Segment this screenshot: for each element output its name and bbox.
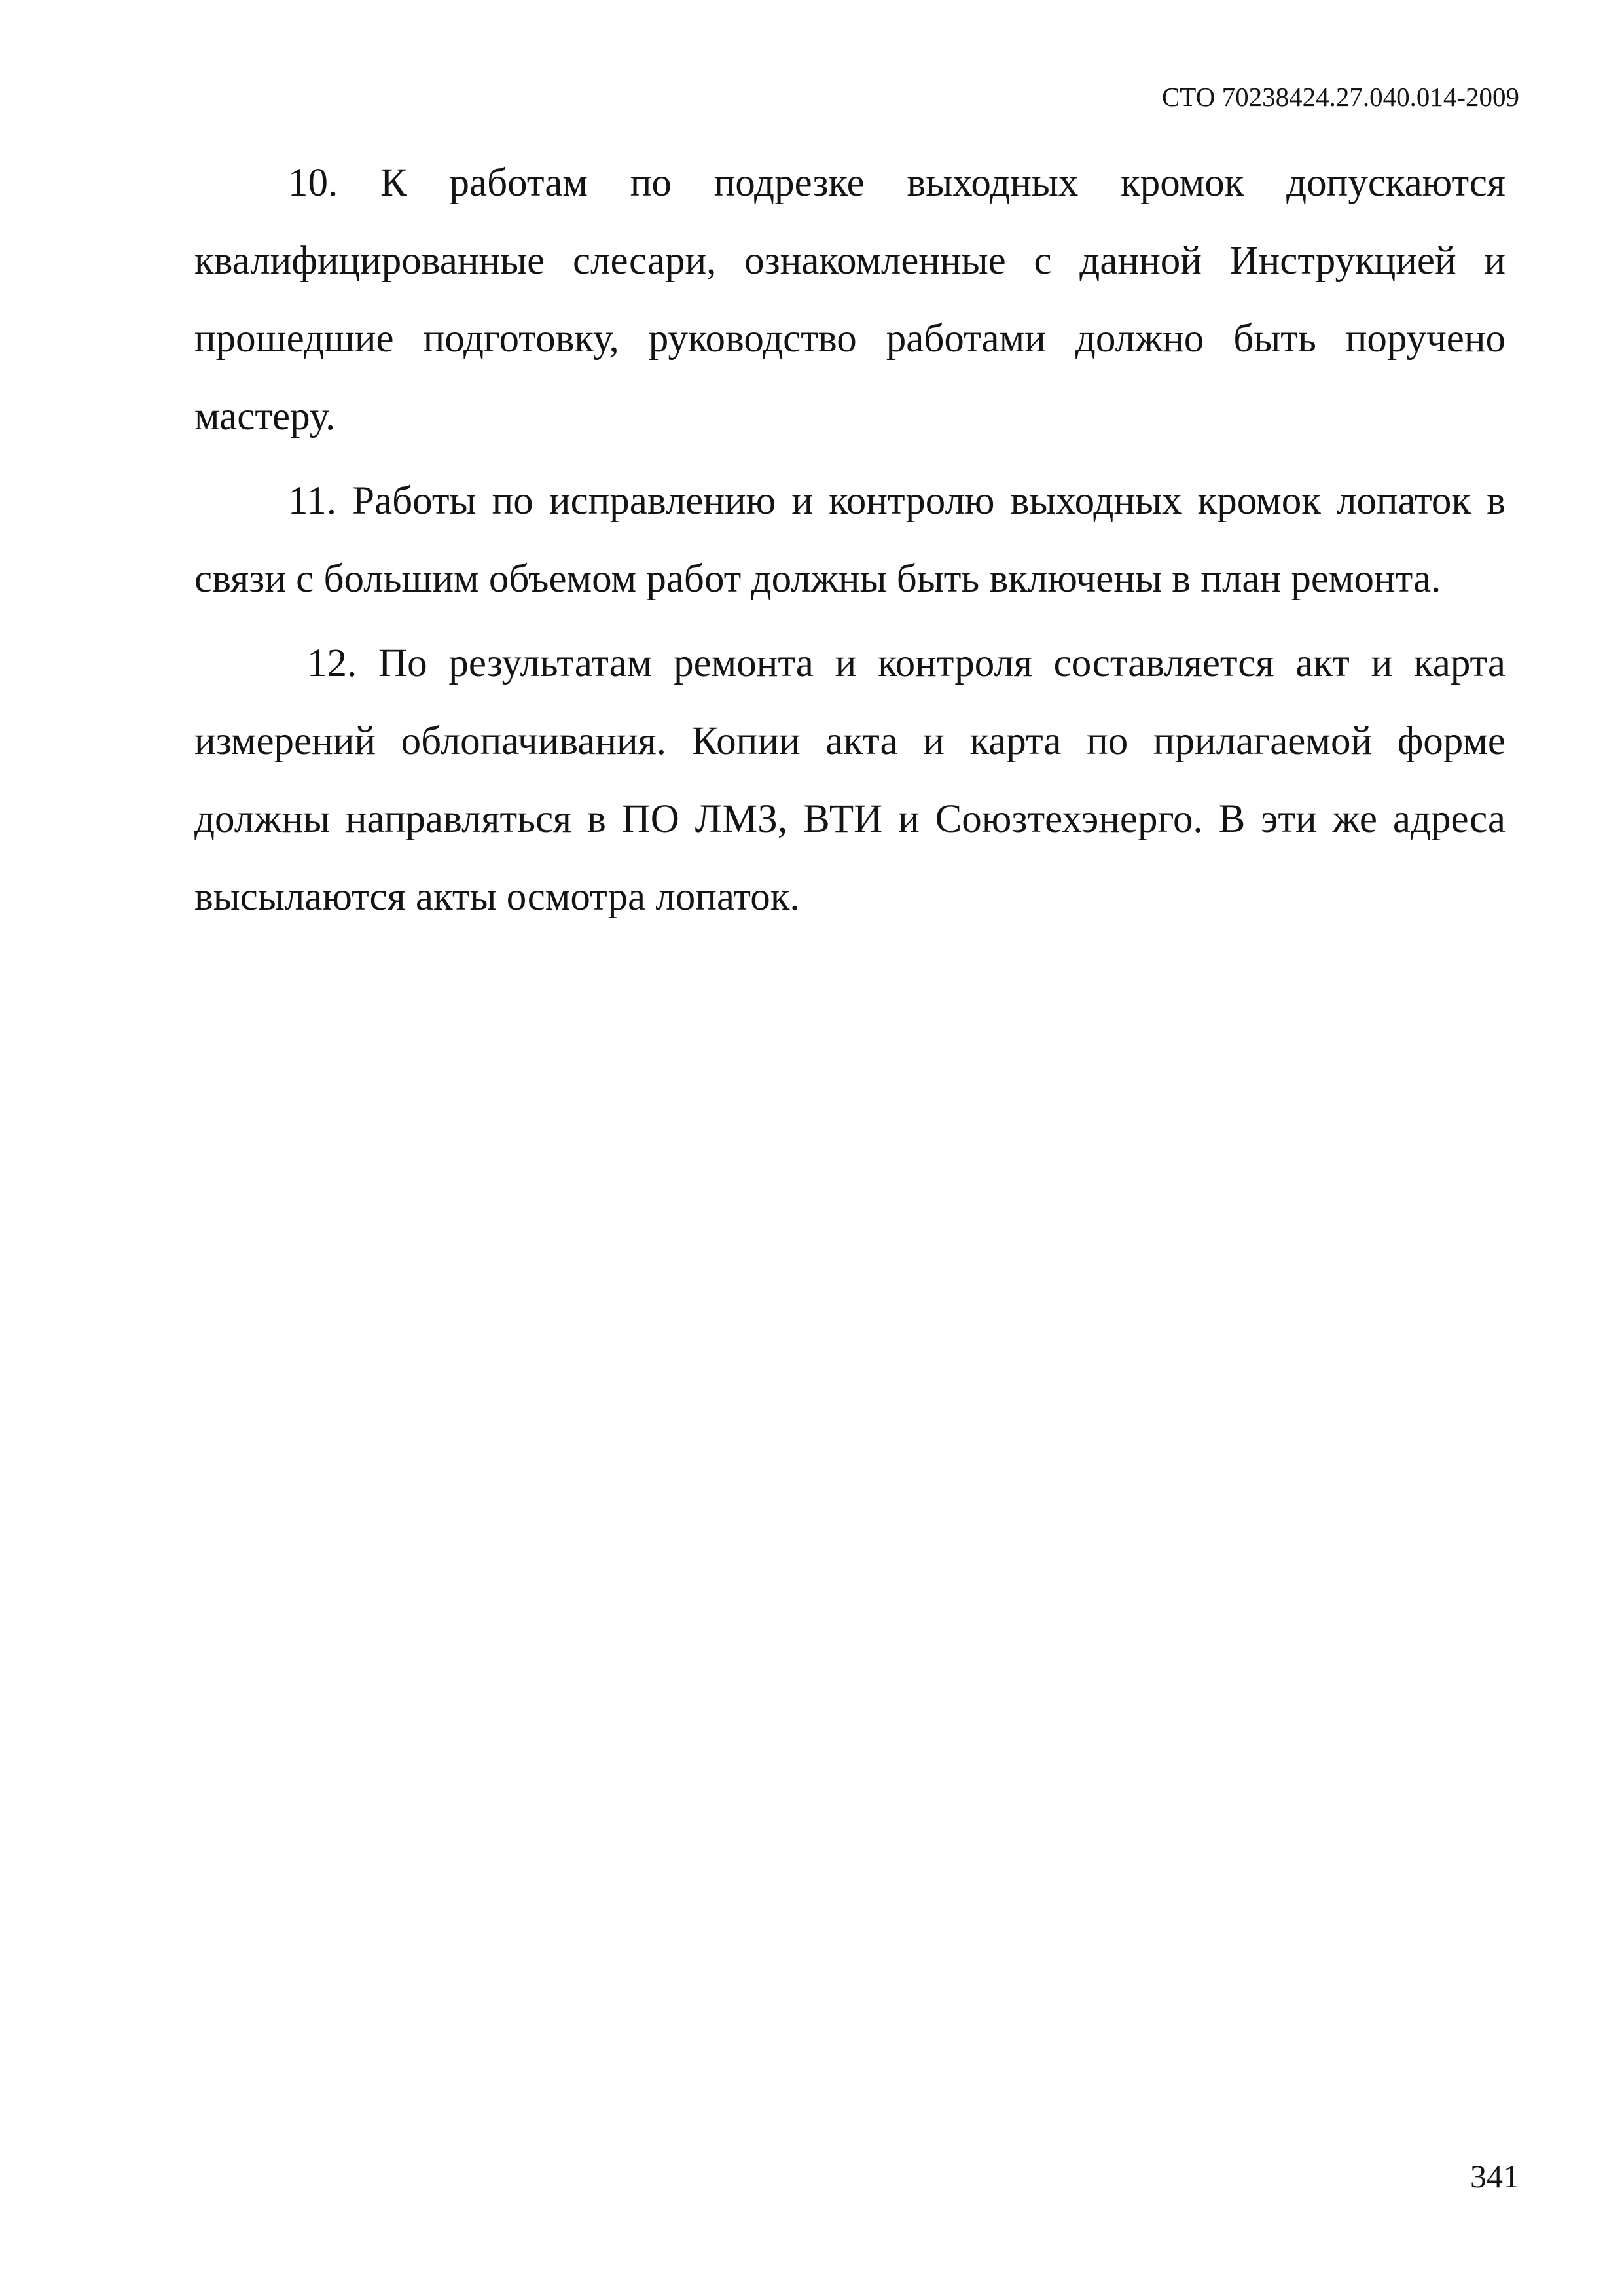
paragraph-11: 11. Работы по исправлению и контролю выходных кромок лопаток в связи с большим объемом работ должны быть включены в план ремонта. xyxy=(194,479,1506,601)
paragraph-10: 10. К работам по подрезке выходных кромок допускаются квалифицированные слесари, ознакомленные с данной Инструкцией и прошедшие подготовку, руководство работами должно быть поручено мастеру. xyxy=(194,161,1506,439)
paragraph-12: 12. По результатам ремонта и контроля составляется акт и карта измерений облопачивания. Копии акта и карта по прилагаемой форме должны направляться в ПО ЛМЗ, ВТИ и Союзтехэнерго. В эти же адреса высылаются акты осмотра лопаток. xyxy=(194,641,1506,919)
document-code-header: СТО 70238424.27.040.014-2009 xyxy=(1161,82,1519,112)
page-number: 341 xyxy=(1470,2158,1519,2195)
document-body xyxy=(194,144,1506,936)
